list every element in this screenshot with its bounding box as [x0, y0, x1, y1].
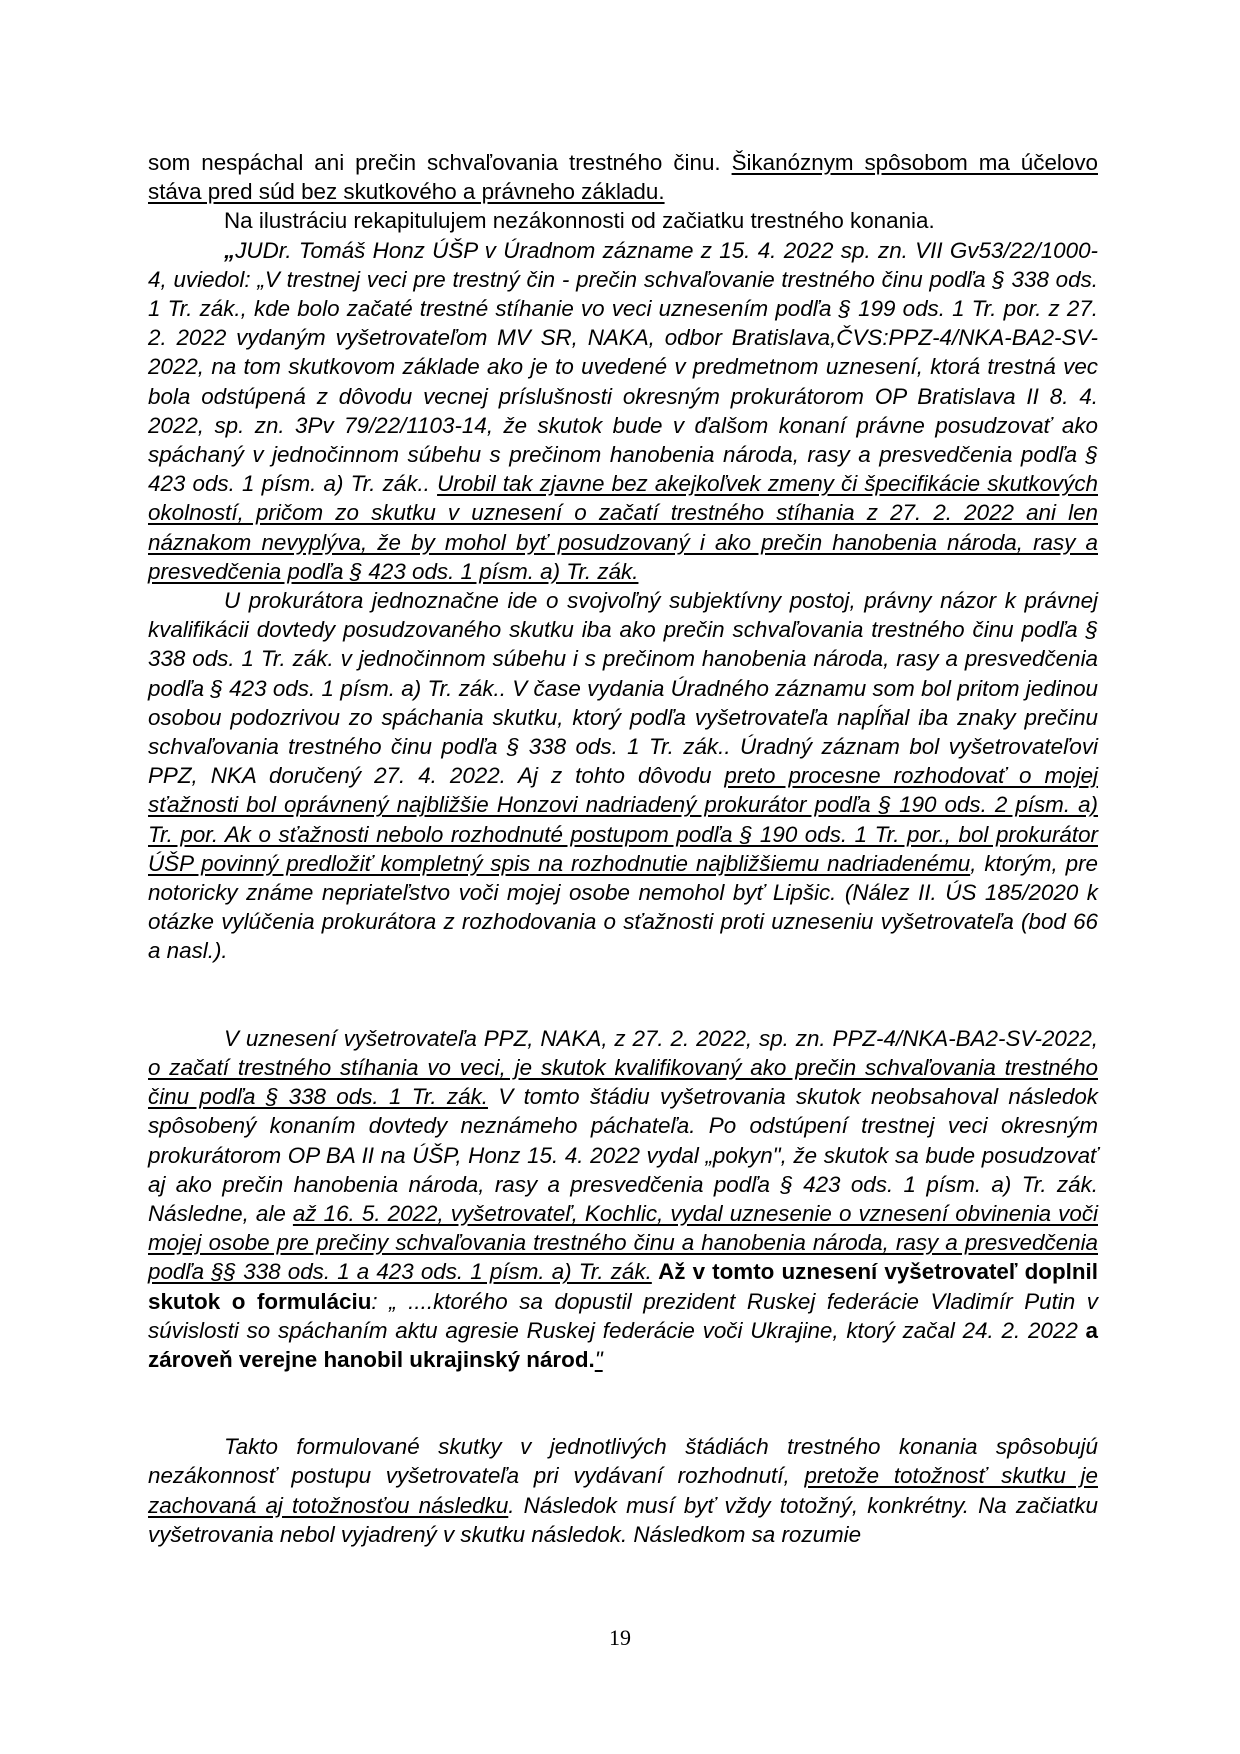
paragraph-4 [148, 586, 1098, 966]
underlined-text: Urobil tak zjavne bez akejkoľvek zmeny či špecifikácie skutkových okolností, pričom zo skutku v uznesení o začatí trestného stíhania z 27. 2. 2022 ani len náznakom nevyplýva, že by mohol byť posudzovaný i ako prečin hanobenia národa, rasy a presvedčenia podľa § 423 ods. 1 písm. a) Tr. zák. [148, 471, 1098, 584]
bold-text: a zároveň verejne hanobil ukrajinský národ. [148, 1317, 1098, 1372]
text-run: Na ilustráciu rekapitulujem nezákonnosti od začiatku trestného konania. [224, 208, 935, 234]
paragraph-2 [148, 206, 1098, 235]
text-run: V uznesení vyšetrovateľa PPZ, NAKA, z 27. 2. 2022, sp. zn. PPZ-4/NKA-BA2-SV-2022, [224, 1025, 1098, 1051]
paragraph-6 [148, 1432, 1098, 1549]
paragraph-3 [148, 236, 1098, 586]
text-run: som nespáchal ani prečin schvaľovania trestného činu. [148, 150, 732, 175]
underlined-text: o začatí trestného stíhania vo veci, je skutok kvalifikovaný ako prečin schvaľovania trestného činu podľa § 338 ods. 1 Tr. zák. [148, 1054, 1098, 1110]
text-run: . Následok musí byť vždy totožný, konkrétny. Na začiatku vyšetrovania nebol vyjadrený v skutku následok. Následkom sa rozumie [148, 1492, 1098, 1547]
document-page [148, 148, 1098, 1549]
underlined-text: pretože totožnosť skutku je zachovaná aj totožnosťou následku [148, 1463, 1098, 1518]
paragraph-5 [148, 1024, 1098, 1374]
paragraph-gap [148, 1374, 1098, 1432]
underlined-text: Šikanóznym spôsobom ma účelovo stáva pred súd bez skutkového a právneho základu. [148, 150, 1098, 205]
underlined-text: preto procesne rozhodovať o mojej sťažnosti bol oprávnený najbližšie Honzovi nadriadený prokurátor podľa § 190 ods. 2 písm. a) Tr. por. Ak o sťažnosti nebolo rozhodnuté postupom podľa § 190 ods. 1 Tr. por., bol prokurátor ÚŠP povinný predložiť kompletný spis na rozhodnutie najbližšiemu nadriadenému [148, 763, 1099, 876]
text-run: : „ ....ktorého sa dopustil prezident Ruskej federácie Vladimír Putin v súvislosti so spáchaním aktu agresie Ruskej federácie voči Ukrajine, ktorý začal 24. 2. 2022 [148, 1288, 1098, 1343]
text-run: JUDr. Tomáš Honz ÚŠP v Úradnom zázname z 15. 4. 2022 sp. zn. VII Gv53/22/1000-4, uviedol: „V trestnej veci pre trestný čin - prečin schvaľovanie trestného činu podľa § 338 ods. 1 Tr. zák., kde bolo začaté trestné stíhanie vo veci uznesením podľa § 199 ods. 1 Tr. por. z 27. 2. 2022 vydaným vyšetrovateľom MV SR, NAKA, odbor Bratislava,ČVS:PPZ-4/NKA-BA2-SV-2022, na tom skutkovom základe ako je to uvedené v predmetnom uznesení, ktorá trestná vec bola odstúpená z dôvodu vecnej príslušnosti okresným prokurátorom OP Bratislava II 8. 4. 2022, sp. zn. 3Pv 79/22/1103-14, že skutok bude v ďalšom konaní právne posudzovať ako spáchaný v jednočinnom súbehu s prečinom hanobenia národa, rasy a presvedčenia podľa § 423 ods. 1 písm. a) Tr. zák.. [148, 237, 1098, 497]
underlined-text: až 16. 5. 2022, vyšetrovateľ, Kochlic, vydal uznesenie o vznesení obvinenia voči mojej osobe pre prečiny schvaľovania trestného činu a hanobenia národa, rasy a presvedčenia podľa §§ 338 ods. 1 a 423 ods. 1 písm. a) Tr. zák. [148, 1200, 1098, 1285]
opening-quote: „ [224, 237, 236, 263]
bold-text: Až v tomto uznesení vyšetrovateľ doplnil skutok o formuláciu [148, 1259, 1098, 1314]
text-run: Takto formulované skutky v jednotlivých štádiách trestného konania spôsobujú nezákonnosť postupu vyšetrovateľa pri vydávaní rozhodnutí, [148, 1434, 1098, 1489]
text-run: U prokurátora jednoznačne ide o svojvoľný subjektívny postoj, právny názor k právnej kvalifikácii dovtedy posudzovaného skutku iba ako prečin schvaľovania trestného činu podľa § 338 ods. 1 Tr. zák. v jednočinnom súbehu i s prečinom hanobenia národa, rasy a presvedčenia podľa § 423 ods. 1 písm. a) Tr. zák.. V čase vydania Úradného záznamu som bol pritom jedinou osobou podozrivou zo spáchania skutku, ktorý podľa vyšetrovateľa napĺňal iba znaky prečinu schvaľovania trestného činu podľa § 338 ods. 1 Tr. zák.. Úradný záznam bol vyšetrovateľovi PPZ, NKA doručený 27. 4. 2022. Aj z tohto dôvodu [148, 588, 1098, 789]
paragraph-1 [148, 148, 1098, 206]
text-run: , ktorým, pre notoricky známe nepriateľstvo voči mojej osobe nemohol byť Lipšic. (Nález II. ÚS 185/2020 k otázke vylúčenia prokurátora z rozhodovania o sťažnosti proti uzneseniu vyšetrovateľa (bod 66 a nasl.). [148, 850, 1098, 964]
text-run: V tomto štádiu vyšetrovania skutok neobsahoval následok spôsobený konaním dovtedy neznámeho páchateľa. Po odstúpení trestnej veci okresným prokurátorom OP BA II na ÚŠP, Honz 15. 4. 2022 vydal „pokyn", že skutok sa bude posudzovať aj ako prečin hanobenia národa, rasy a presvedčenia podľa § 423 ods. 1 písm. a) Tr. zák. Následne, ale [148, 1084, 1098, 1226]
paragraph-gap [148, 966, 1098, 1024]
underlined-text: " [594, 1346, 603, 1372]
page-number: 19 [609, 1625, 631, 1650]
